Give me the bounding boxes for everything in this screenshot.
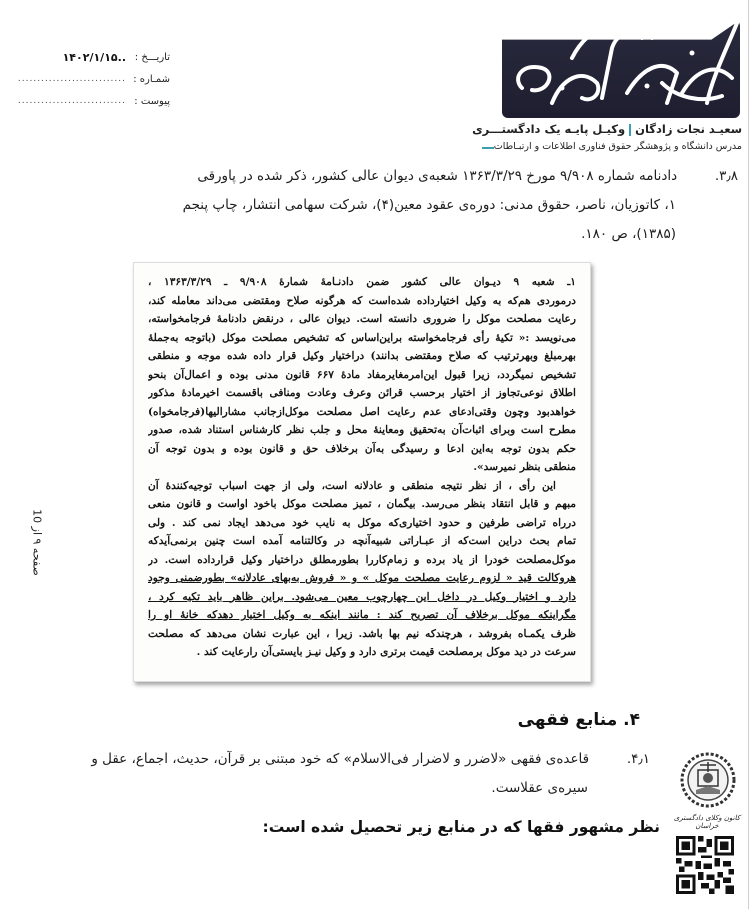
attachment-label: پیوست : bbox=[134, 95, 170, 107]
scan-line: درموردی هم‌که به وکیل اختیارداده شده‌است که هرگونه صلاح ومقتضی می‌داند معامله کند، bbox=[148, 294, 576, 307]
scan-line: بهرمبلغ وبهرترتیب که صلاح ومقتضی بدانند) دراختیار وکیل قرار داده شده موجه و منطقی bbox=[148, 350, 576, 362]
scanned-text bbox=[148, 273, 576, 662]
section-3-8-line-1: ۳٫۸. دادنامه شماره ۹/۹۰۸ مورخ ۱۳۶۳/۳/۲۹ شعبه‌ی دیوان عالی کشور، ذکر شده در پاورقی bbox=[90, 162, 738, 191]
calligraphy-logo bbox=[502, 8, 742, 118]
bar-association-emblem-icon bbox=[680, 752, 736, 808]
page-number-text: صفحه ۹ از 10 bbox=[30, 509, 44, 576]
date-label: تاریـــخ : bbox=[134, 51, 170, 63]
scan-line: رعایت مصلحت موکل را ضروری دانسته است. دیوان عالی ، درنقض دادنامهٔ فرجامخواسته، bbox=[148, 313, 576, 325]
scan-line: تمام بحث دراین است‌که از عبـاراتی شبیه‌آنچه در وکالتنامه آمده است چنین برنمی‌آیدکه bbox=[148, 535, 576, 547]
section-number: ۴٫۱. bbox=[626, 751, 650, 767]
name-separator bbox=[629, 124, 631, 136]
scanned-book-excerpt bbox=[133, 262, 591, 682]
section-4-heading: ۴. منابع فقهی bbox=[517, 710, 640, 730]
qr-code-icon[interactable] bbox=[676, 836, 734, 894]
scan-line-underlined: دارد و اختیار وکیل در داخل این چهارچوب معین می‌شود. براین ظاهر باید تکیه کرد ، bbox=[148, 590, 576, 603]
lawyer-name-line bbox=[472, 122, 742, 136]
scan-line: می‌نویسد :« تکیهٔ رأی فرجامخواسته براین‌اساس که تشخیص مصلحت موکل (باتوجه به‌جملهٔ bbox=[148, 331, 576, 344]
page-number bbox=[24, 500, 44, 590]
calligraphy-logo-icon bbox=[502, 8, 742, 118]
scan-line: اطلاق نوعی‌تجاوز از اختیار برحسب قرائن وعرف وعادت ومنافی باقسمت اخیرمادهٔ مذکور bbox=[148, 387, 576, 399]
meta-number-row bbox=[17, 68, 170, 90]
jurists-opinion-heading: نظر مشهور فقها که در منابع زیر تحصیل شده است: bbox=[262, 818, 660, 836]
scan-line: موکل‌مصلحت خودرا از یاد برده و زمام‌کاررا بطورمطلق دراختیار وکیل قرارداده است. در bbox=[148, 553, 576, 566]
accent-line bbox=[482, 147, 494, 149]
meta-date-row bbox=[40, 46, 170, 68]
scan-line: ظرف یکمـاه بفروشد ، هرچندکه نیم بها باشد. زیرا ، این عبارت نشان می‌دهد که مصلحت bbox=[148, 627, 576, 640]
section-number: ۳٫۸. bbox=[714, 168, 738, 184]
scan-line: درراه تراضی طرفین و حدود اختیاری‌که موکل به نایب خود می‌دهد ایجاد نمی کند . ولی bbox=[148, 516, 576, 529]
number-label: شمـاره : bbox=[133, 73, 170, 85]
lawyer-name: سعیـد نجات زادگان bbox=[635, 122, 742, 136]
section-3-8 bbox=[90, 162, 738, 249]
page-right-border bbox=[748, 0, 749, 909]
scan-line: مبهم و قابل انتقاد بنظر می‌رسد. بیگمان ، تمیز مصلحت موکل باخود اواست و قانون منعی bbox=[148, 498, 576, 510]
scan-line: سرعت در دید موکل برمصلحت قیمت برتری دارد و وکیل نیـز بایستی‌آن رارعایت کند . bbox=[196, 646, 576, 658]
scan-line-underlined: هروکالت قید « لزوم رعایت مصلحت موکل » و « فروش به‌بهای عادلانه» بطورضمنی وجود bbox=[148, 572, 576, 584]
section-3-8-line-2: ۱، کاتوزیان، ناصر، حقوق مدنی: دوره‌ی عقود معین(۴)، شرکت سهامی انتشار، چاپ پنجم bbox=[182, 197, 676, 213]
scan-line: این رأی ، از نظر نتیجه منطقی و عادلانه است، ولی از جهت اسباب توجیه‌کنندهٔ آن bbox=[148, 479, 556, 492]
letter-meta bbox=[17, 46, 170, 112]
scan-line: تشخیص نمیگردد، زیرا قبول این‌امرمغایرمفاد مادهٔ ۶۶۷ قانون مدنی بوده و اعمال‌آن بنحو bbox=[148, 368, 576, 381]
meta-attachment-row bbox=[17, 90, 170, 112]
scan-line-underlined: مگراینکه موکل برخلاف آن تصریح کند : مانند اینکه به وکیل اختیار دهدکه خانهٔ او را bbox=[148, 609, 576, 621]
date-value: ..۱۴۰۲/۱/۱۵ bbox=[62, 50, 126, 64]
lawyer-title: وکیـل پایـه یک دادگستـــری bbox=[472, 122, 626, 136]
section-4-1-line-2: سیره‌ی عقلاست. bbox=[491, 780, 588, 796]
scan-line: مطرح است وبرای اثبات‌آن به‌تحقیق ومعاینهٔ محل و جلب نظر کارشناس استناد شده، صدور bbox=[148, 424, 576, 436]
attachment-value: ............................ bbox=[17, 96, 126, 106]
section-4-1-line-1: ۴٫۱. قاعده‌ی فقهی «لاضرر و لاضرار فی‌الاسلام» که خود مبتنی بر قرآن، حدیث، اجماع، عقل و bbox=[70, 745, 650, 774]
section-4-1 bbox=[70, 745, 650, 803]
number-value: ............................ bbox=[17, 74, 126, 84]
lawyer-subtitle: مدرس دانشگاه و پژوهشگر حقوق فناوری اطلاعات و ارتبـاطات bbox=[493, 141, 742, 152]
scan-line: ۱ـ شعبه ۹ دیـوان عالی کشور ضمن دادنـامهٔ شمارهٔ ۹/۹۰۸ ـ ۱۳۶۳/۳/۲۹ ، bbox=[148, 276, 576, 288]
scan-line: منطقی بنظر نمیرسد». bbox=[473, 461, 576, 473]
bar-association-caption: کانون وکلای دادگستری خراسان bbox=[673, 814, 741, 830]
scan-line: حکم بدون توجه به‌این ادعا و رسیدگی به‌آن برخلاف حق و قانون بوده و بدون توجه آن bbox=[148, 442, 576, 455]
section-3-8-line-3: (۱۳۸۵)، ص ۱۸۰. bbox=[581, 226, 676, 242]
scan-line: خواهدبود وچون وقتی‌ادعای عدم رعایت اصل مصلحت موکل‌ازجانب مشارالیها(فرجامخواه) bbox=[148, 405, 576, 418]
